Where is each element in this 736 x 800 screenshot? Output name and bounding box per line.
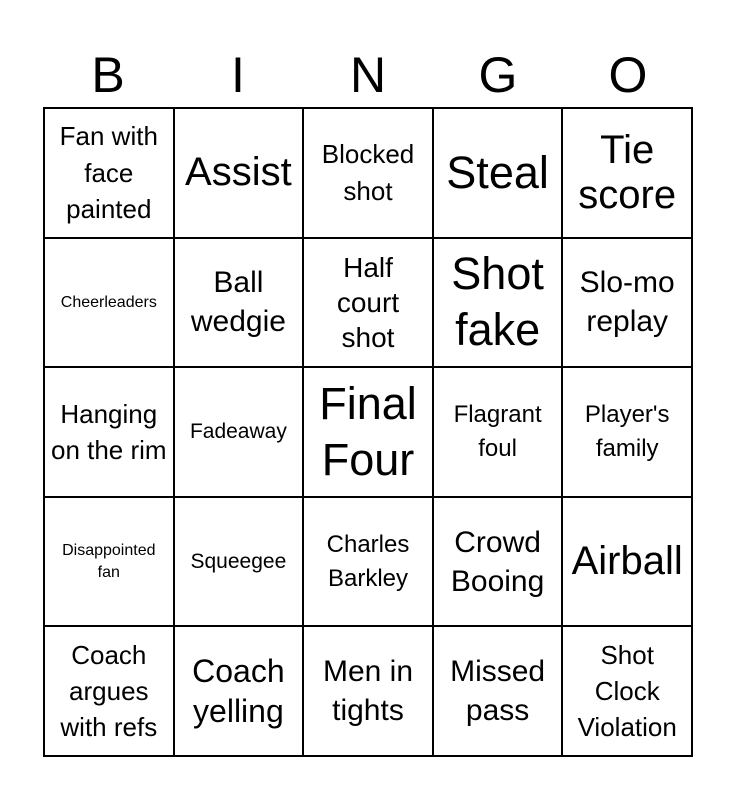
bingo-cell-n2[interactable]: Half court shot (303, 238, 433, 368)
bingo-cell-b3[interactable]: Hanging on the rim (44, 367, 174, 497)
bingo-cell-n4[interactable]: Charles Barkley (303, 497, 433, 627)
bingo-cell-i2[interactable]: Ball wedgie (174, 238, 304, 368)
bingo-cell-o1[interactable]: Tie score (562, 108, 692, 238)
header-letter-i: I (231, 47, 245, 103)
bingo-cell-n1[interactable]: Blocked shot (303, 108, 433, 238)
bingo-cell-b4[interactable]: Disappointed fan (44, 497, 174, 627)
bingo-cell-b1[interactable]: Fan with face painted (44, 108, 174, 238)
bingo-cell-o3[interactable]: Player's family (562, 367, 692, 497)
header-letter-o: O (608, 47, 648, 103)
bingo-header (43, 46, 693, 104)
bingo-cell-g2[interactable]: Shot fake (433, 238, 563, 368)
bingo-cell-g1[interactable]: Steal (433, 108, 563, 238)
bingo-cell-g3[interactable]: Flagrant foul (433, 367, 563, 497)
bingo-cell-i1[interactable]: Assist (174, 108, 304, 238)
bingo-cell-o2[interactable]: Slo-mo replay (562, 238, 692, 368)
bingo-cell-i3[interactable]: Fadeaway (174, 367, 304, 497)
bingo-cell-n5[interactable]: Men in tights (303, 626, 433, 756)
bingo-cell-n3[interactable]: Final Four (303, 367, 433, 497)
header-letter-b: B (91, 47, 125, 103)
bingo-cell-i5[interactable]: Coach yelling (174, 626, 304, 756)
bingo-board (43, 107, 693, 757)
bingo-cell-b5[interactable]: Coach argues with refs (44, 626, 174, 756)
bingo-cell-g4[interactable]: Crowd Booing (433, 497, 563, 627)
bingo-cell-o4[interactable]: Airball (562, 497, 692, 627)
header-letter-n: N (349, 47, 387, 103)
bingo-cell-g5[interactable]: Missed pass (433, 626, 563, 756)
bingo-cell-b2[interactable]: Cheerleaders (44, 238, 174, 368)
bingo-cell-o5[interactable]: Shot Clock Violation (562, 626, 692, 756)
bingo-cell-i4[interactable]: Squeegee (174, 497, 304, 627)
header-letter-g: G (478, 47, 518, 103)
